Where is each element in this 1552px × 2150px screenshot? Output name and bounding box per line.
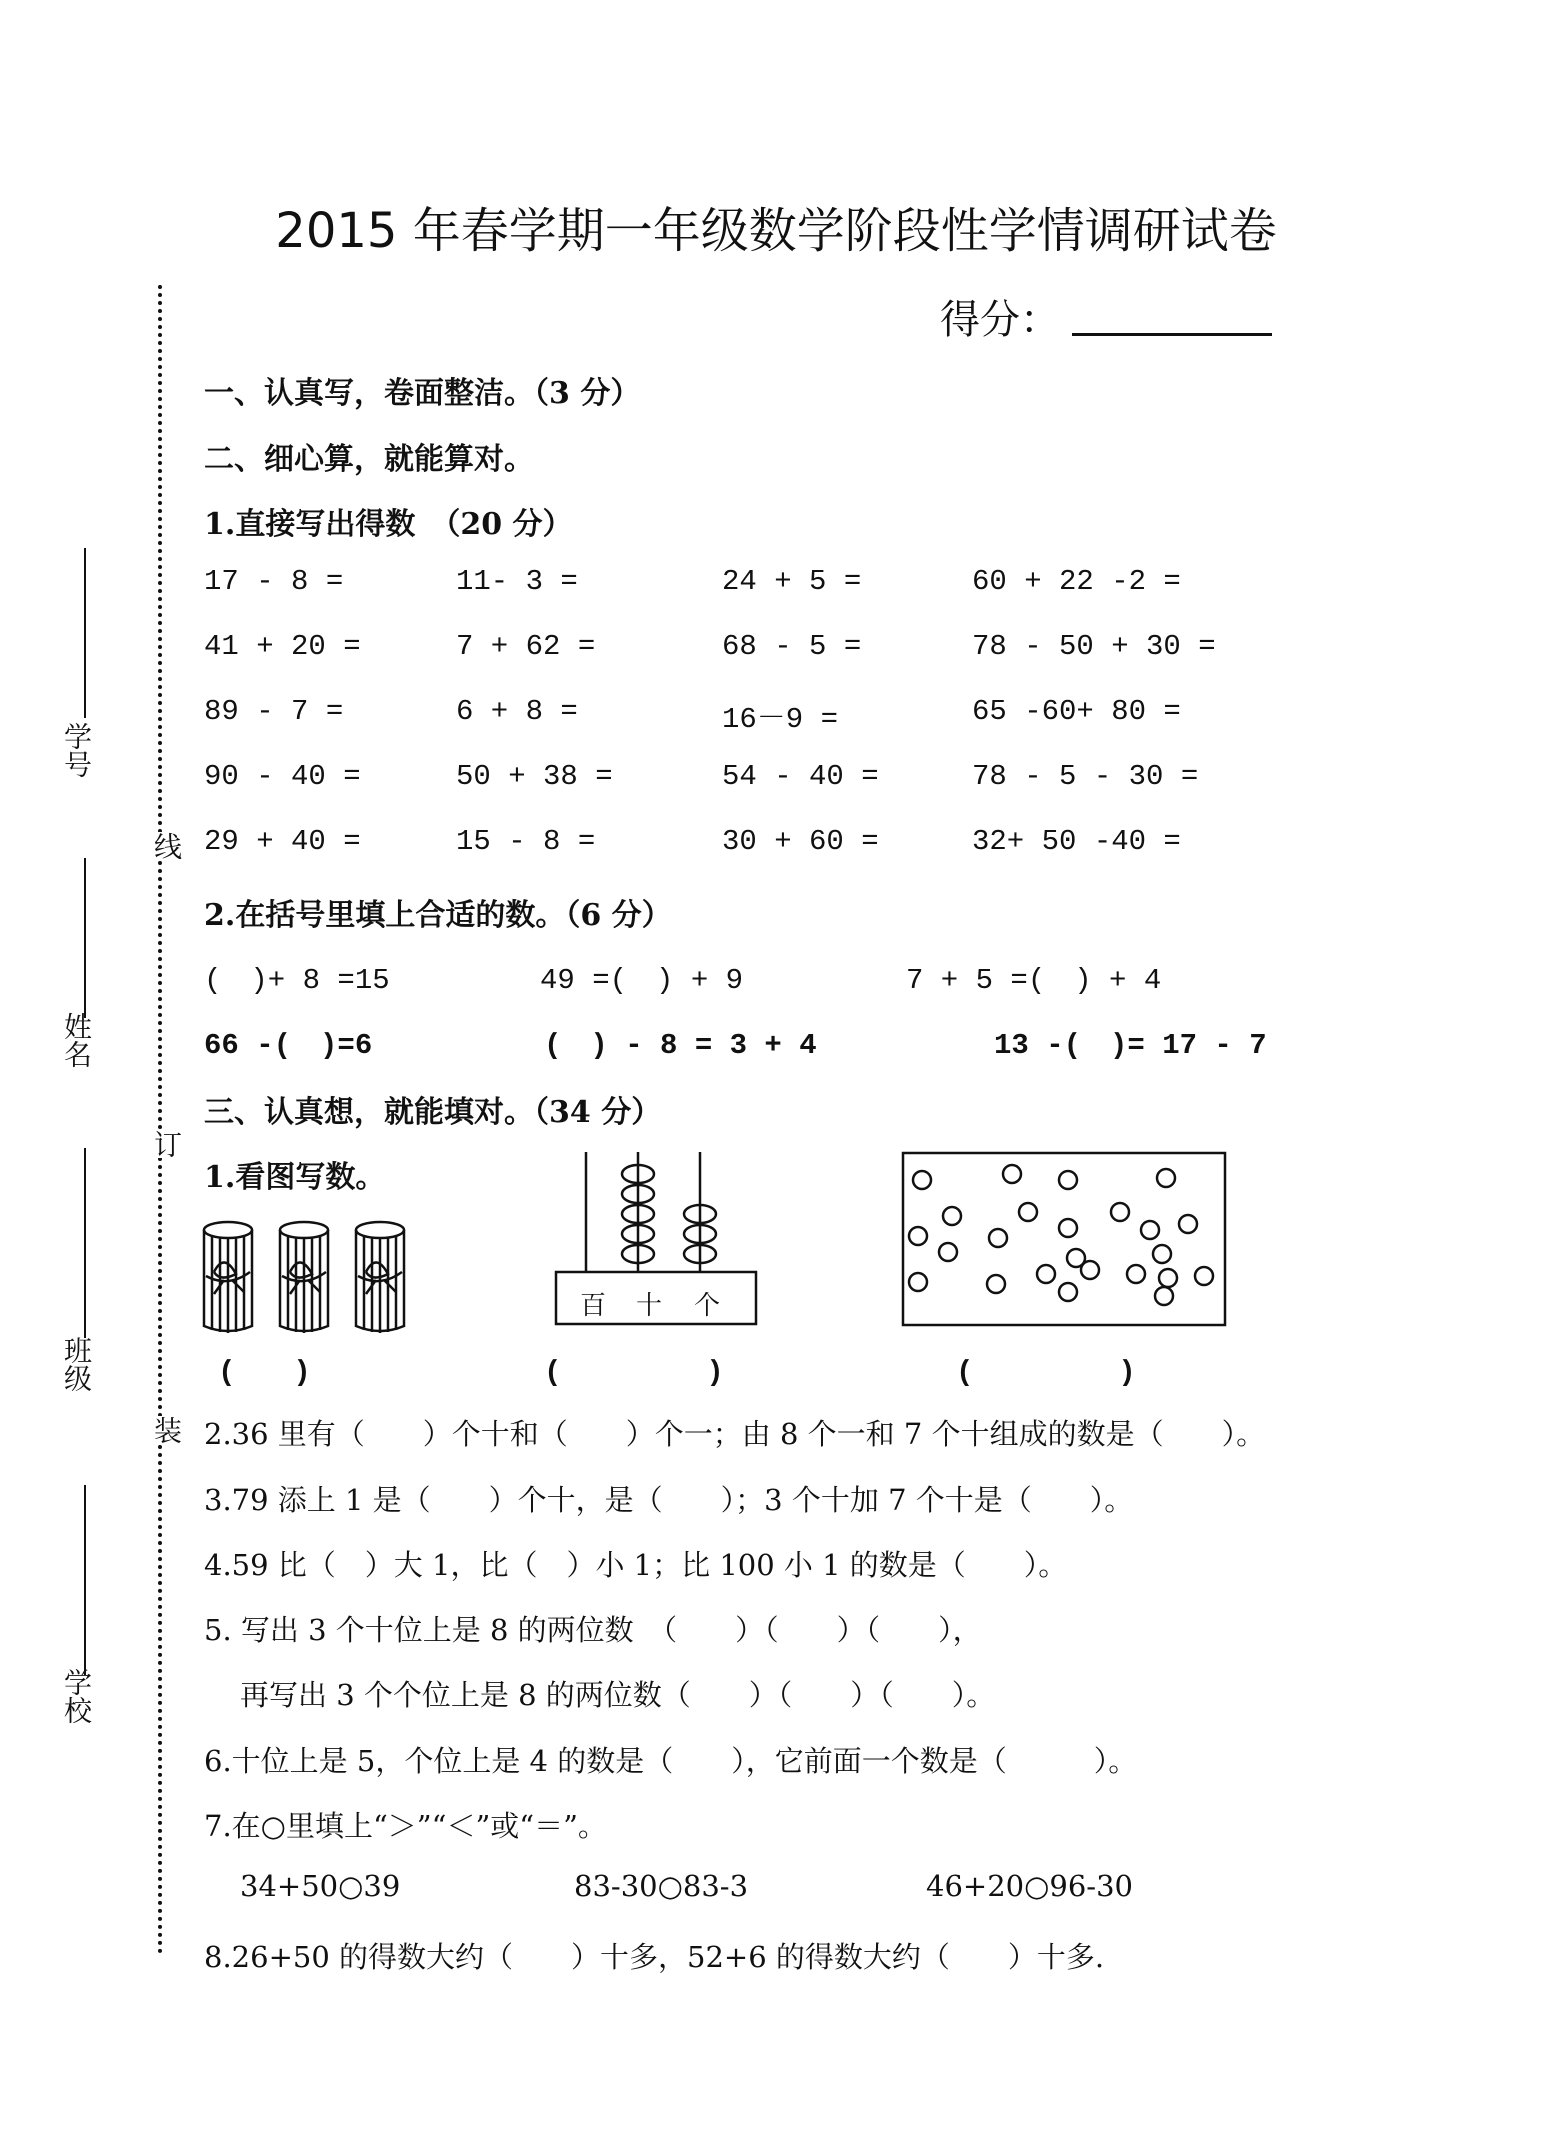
section-2-q1-heading: 1.直接写出得数 （20 分） <box>204 507 573 542</box>
student-id-label: 学号 <box>60 722 93 778</box>
fill-r1-c3: 7 + 5 =( ) + 4 <box>906 964 1162 997</box>
abacus-label-hundreds: 百 <box>580 1291 607 1321</box>
fill-r1-c1: ( )+ 8 =15 <box>204 964 390 997</box>
calc-r1-c2: 11- 3 = <box>456 565 578 598</box>
calc-r2-c1: 41 + 20 = <box>204 630 361 663</box>
abacus-label-ones: 个 <box>694 1291 721 1321</box>
section-2-heading: 二、细心算，就能算对。 <box>204 442 534 477</box>
answer-blank-abacus[interactable]: ( ) <box>544 1356 724 1389</box>
calc-r3-c4: 65 -60+ 80 = <box>972 695 1181 728</box>
calc-r2-c3: 68 - 5 = <box>722 630 862 663</box>
calc-r2-c2: 7 + 62 = <box>456 630 596 663</box>
school-blank[interactable] <box>84 1485 86 1675</box>
question-7: 7.在○里填上“＞”“＜”或“＝”。 <box>204 1809 607 1843</box>
name-label: 姓名 <box>60 1012 93 1068</box>
page-title: 2015 年春学期一年级数学阶段性学情调研试卷 <box>275 203 1277 259</box>
calc-r5-c3: 30 + 60 = <box>722 825 879 858</box>
binding-label-bind: 装 <box>146 1416 186 1444</box>
calc-r5-c1: 29 + 40 = <box>204 825 361 858</box>
calc-r1-c4: 60 + 22 -2 = <box>972 565 1181 598</box>
calc-r3-c1: 89 - 7 = <box>204 695 344 728</box>
stick-bundle-2 <box>280 1222 328 1333</box>
calc-r4-c1: 90 - 40 = <box>204 760 361 793</box>
calc-r4-c4: 78 - 5 - 30 = <box>972 760 1199 793</box>
name-blank[interactable] <box>84 858 86 1018</box>
section-3-heading: 三、认真想，就能填对。（34 分） <box>204 1095 662 1130</box>
binding-dotted-line <box>158 285 162 1955</box>
class-label: 班级 <box>60 1336 93 1392</box>
section-1-heading: 一、认真写，卷面整洁。（3 分） <box>204 376 641 411</box>
calc-r5-c2: 15 - 8 = <box>456 825 596 858</box>
calc-r3-c2: 6 + 8 = <box>456 695 578 728</box>
question-5a: 5. 写出 3 个十位上是 8 的两位数 （ ）（ ）（ ）， <box>204 1613 982 1647</box>
calc-r2-c4: 78 - 50 + 30 = <box>972 630 1216 663</box>
question-3: 3.79 添上 1 是（ ）个十，是（ ）；3 个十加 7 个十是（ ）。 <box>204 1483 1134 1517</box>
calc-r1-c1: 17 - 8 = <box>204 565 344 598</box>
class-blank[interactable] <box>84 1148 86 1338</box>
calc-r3-c3: 16－9 = <box>722 703 839 736</box>
question-6: 6.十位上是 5，个位上是 4 的数是（ ），它前面一个数是（ ）。 <box>204 1744 1138 1778</box>
section-2-q2-heading: 2.在括号里填上合适的数。（6 分） <box>204 898 672 933</box>
section-3-q1-heading: 1.看图写数。 <box>204 1160 386 1195</box>
score-label: 得分： <box>940 297 1060 343</box>
calc-r5-c4: 32+ 50 -40 = <box>972 825 1181 858</box>
question-7-item-2: 83-30○83-3 <box>574 1869 749 1903</box>
fill-r2-c3: 13 -( )= 17 - 7 <box>994 1029 1267 1062</box>
score-blank[interactable] <box>1072 333 1272 336</box>
question-8: 8.26+50 的得数大约（ ）十多，52+6 的得数大约（ ）十多. <box>204 1940 1105 1974</box>
calc-r4-c3: 54 - 40 = <box>722 760 879 793</box>
answer-blank-circles[interactable]: ( ) <box>956 1356 1136 1389</box>
question-7-item-3: 46+20○96-30 <box>926 1869 1134 1903</box>
question-4: 4.59 比（ ）大 1，比（ ）小 1；比 100 小 1 的数是（ ）。 <box>204 1548 1068 1582</box>
stick-bundles-image <box>196 1218 426 1338</box>
question-7-item-1: 34+50○39 <box>240 1869 401 1903</box>
calc-r1-c3: 24 + 5 = <box>722 565 862 598</box>
question-2: 2.36 里有（ ）个十和（ ）个一；由 8 个一和 7 个十组成的数是（ ）。 <box>204 1417 1266 1451</box>
question-5b: 再写出 3 个个位上是 8 的两位数（ ）（ ）（ ）。 <box>240 1678 996 1712</box>
fill-r1-c2: 49 =( ) + 9 <box>540 964 744 997</box>
school-label: 学校 <box>60 1668 93 1724</box>
circles-image <box>900 1150 1230 1330</box>
answer-blank-sticks[interactable]: ( ) <box>218 1356 311 1389</box>
binding-label-staple: 订 <box>146 1130 186 1158</box>
stick-bundle-1 <box>204 1222 252 1333</box>
fill-r2-c1: 66 -( )=6 <box>204 1029 373 1062</box>
calc-r4-c2: 50 + 38 = <box>456 760 613 793</box>
student-id-blank[interactable] <box>84 548 86 718</box>
stick-bundle-3 <box>356 1222 404 1333</box>
binding-label-line: 线 <box>146 832 186 860</box>
fill-r2-c2: ( ) - 8 = 3 + 4 <box>544 1029 817 1062</box>
abacus-label-tens: 十 <box>636 1291 663 1321</box>
